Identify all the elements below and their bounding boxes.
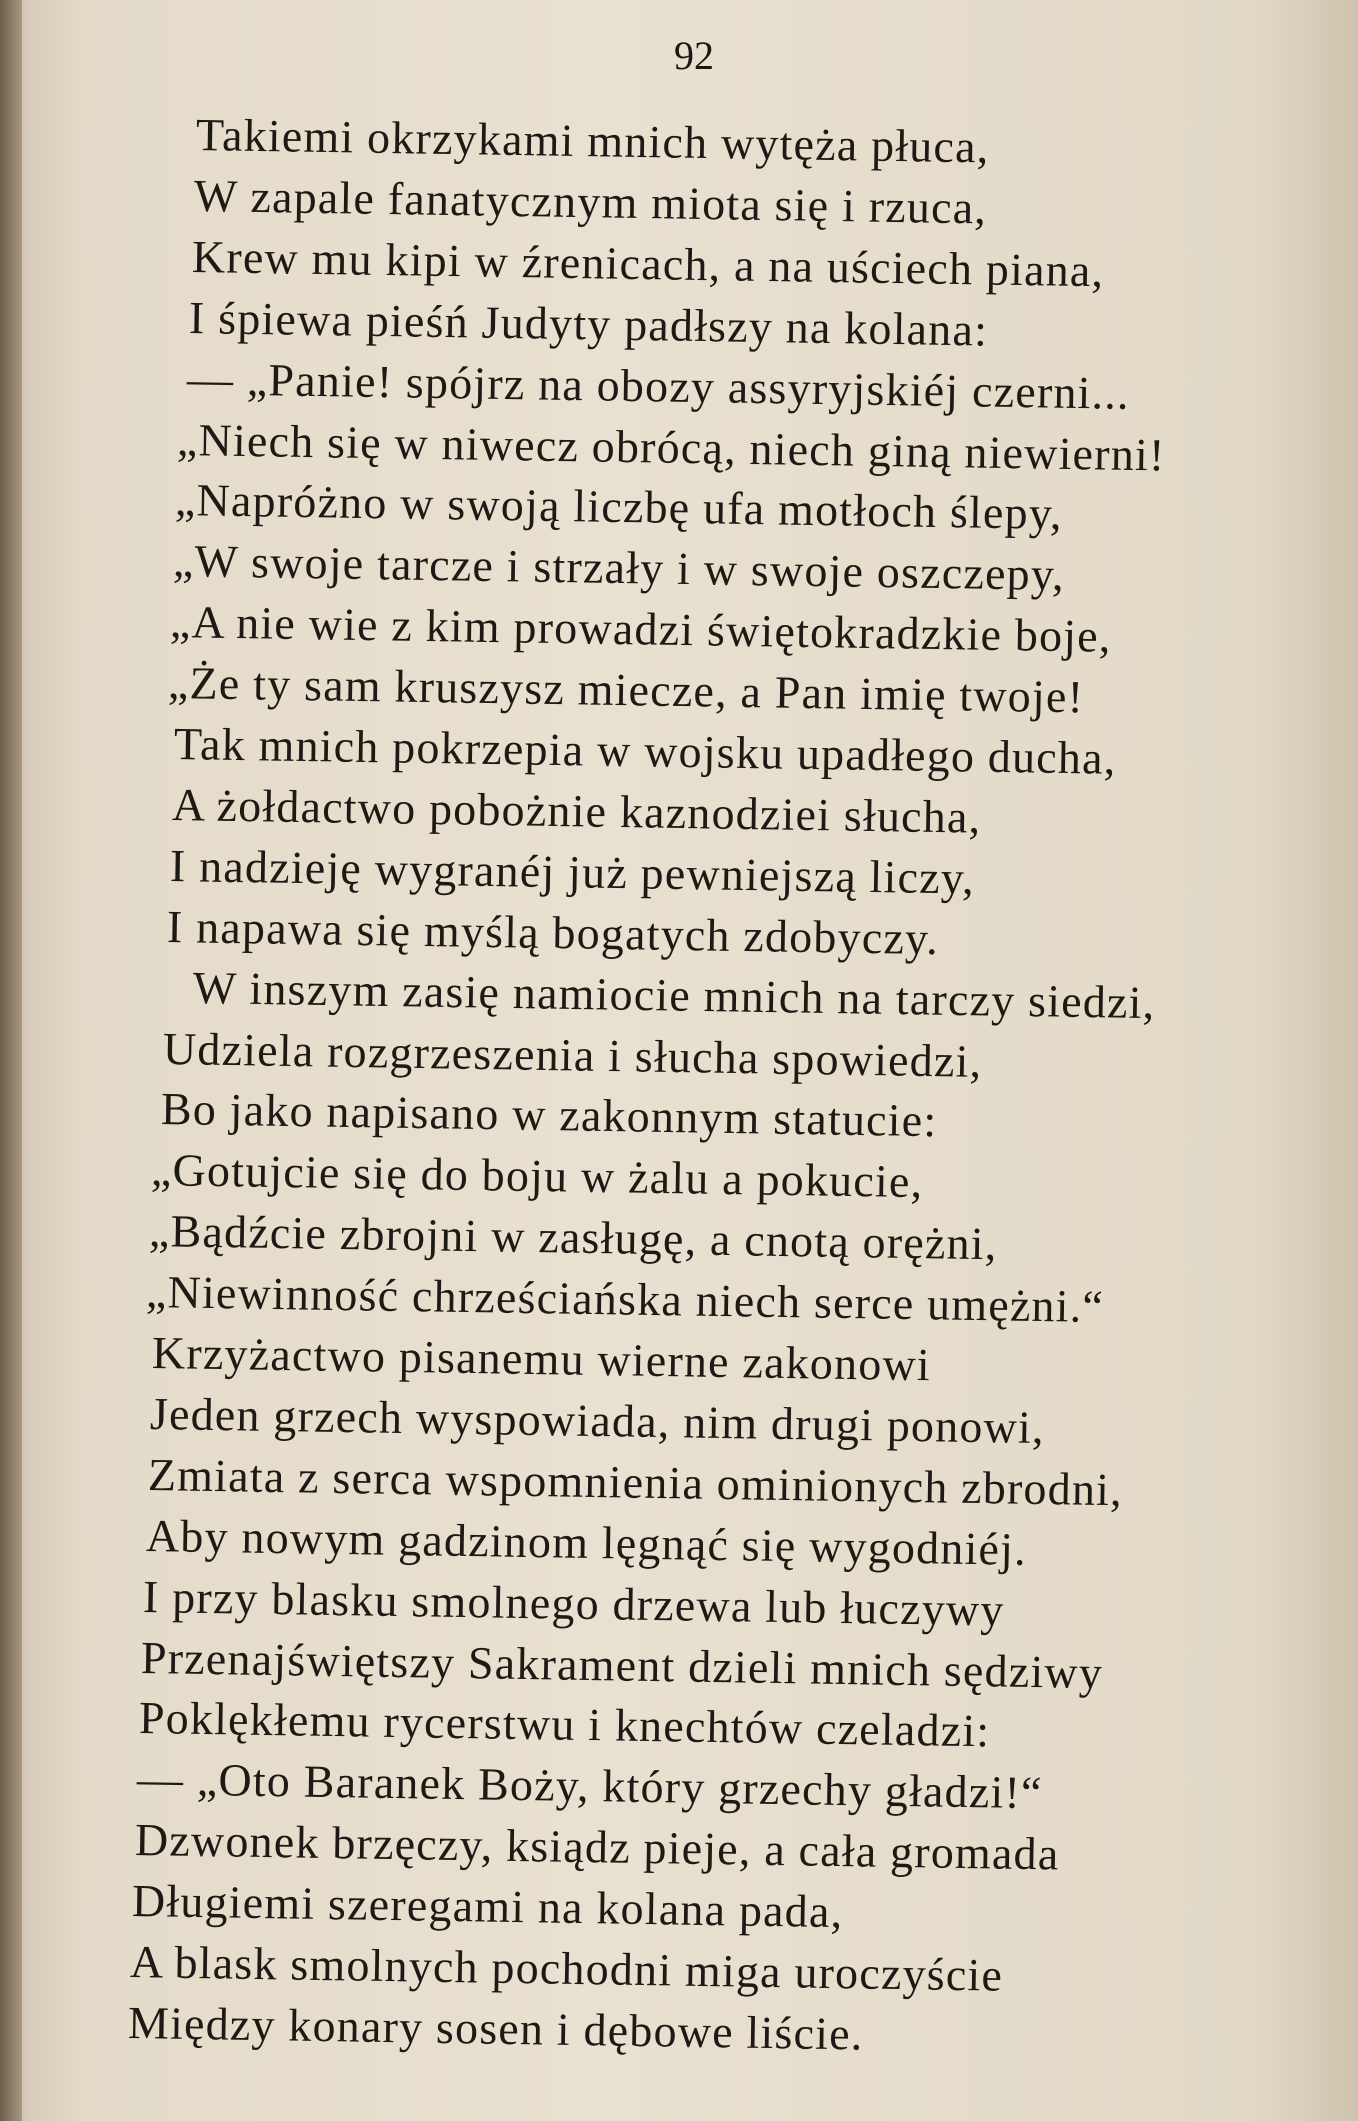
text-line: Jeden grzech wyspowiada, nim drugi ponowi, [149,1387,1046,1453]
text-line: Udziela rozgrzeszenia i słucha spowiedzi, [162,1022,983,1087]
text-line: Między konary sosen i dębowe liście. [127,1996,864,2060]
text-line: „Niech się w niwecz obrócą, niech giną niewierni! [176,413,1166,481]
text-line: Przenajświętszy Sakrament dzieli mnich sędziwy [140,1631,1104,1698]
text-line: — „Panie! spójrz na obozy assyryjskiéj czerni... [186,352,1131,419]
text-line: Krzyżactwo pisanemu wierne zakonowi [151,1327,932,1391]
text-line: „Niewinność chrześciańska niech serce umężni.“ [145,1266,1105,1333]
text-line: W zapale fanatycznym miota się i rzuca, [193,169,988,234]
text-line: I napawa się myślą bogatych zdobyczy. [167,900,940,964]
text-line: Aby nowym gadzinom lęgnąć się wygodniéj. [145,1509,1027,1575]
text-line: „Napróżno w swoją liczbę ufa motłoch ślepy, [174,474,1063,540]
text-line: Krew mu kipi w źrenicach, a na uściech piana, [191,230,1105,297]
text-line: I nadzieję wygranéj już pewniejszą liczy, [169,839,975,904]
text-line: Dzwonek brzęczy, ksiądz pieje, a cała gromada [134,1814,1060,1880]
text-line: A żołdactwo pobożnie kaznodziei słucha, [171,778,982,843]
text-line: „Bądźcie zbrojni w zasługę, a cnotą orężni, [148,1205,998,1270]
text-line: Zmiata z serca wspomnienia ominionych zbrodni, [147,1448,1123,1516]
text-line: — „Oto Baranek Boży, który grzechy gładzi!“ [136,1753,1043,1819]
text-line: I śpiewa pieśń Judyty padłszy na kolana: [189,291,989,356]
text-line: Bo jako napisano w zakonnym statucie: [160,1083,938,1147]
text-line: Takiemi okrzykami mnich wytęża płuca, [195,109,990,173]
text-line: Poklękłemu rycerstwu i knechtów czeladzi: [138,1692,991,1757]
text-line: „Gotujcie się do boju w żalu a pokucie, [150,1144,924,1208]
text-line: Długiemi szeregami na kolana pada, [131,1875,845,1938]
text-line: „W swoje tarcze i strzały i w swoje oszczepy, [172,535,1065,601]
page-number: 92 [674,33,714,78]
text-line: A blask smolnych pochodni miga uroczyście [129,1936,1004,2001]
page-edge [0,0,22,2121]
text-line: „Że ty sam kruszysz miecze, a Pan imię twoje! [167,657,1085,723]
text-line: I przy blasku smolnego drzewa lub łuczywy [142,1570,1006,1636]
text-line: W inszym zasię namiocie mnich na tarczy siedzi, [192,961,1157,1028]
text-line: Tak mnich pokrzepia w wojsku upadłego ducha, [173,718,1117,784]
text-line: „A nie wie z kim prowadzi świętokradzkie boje, [170,596,1113,662]
